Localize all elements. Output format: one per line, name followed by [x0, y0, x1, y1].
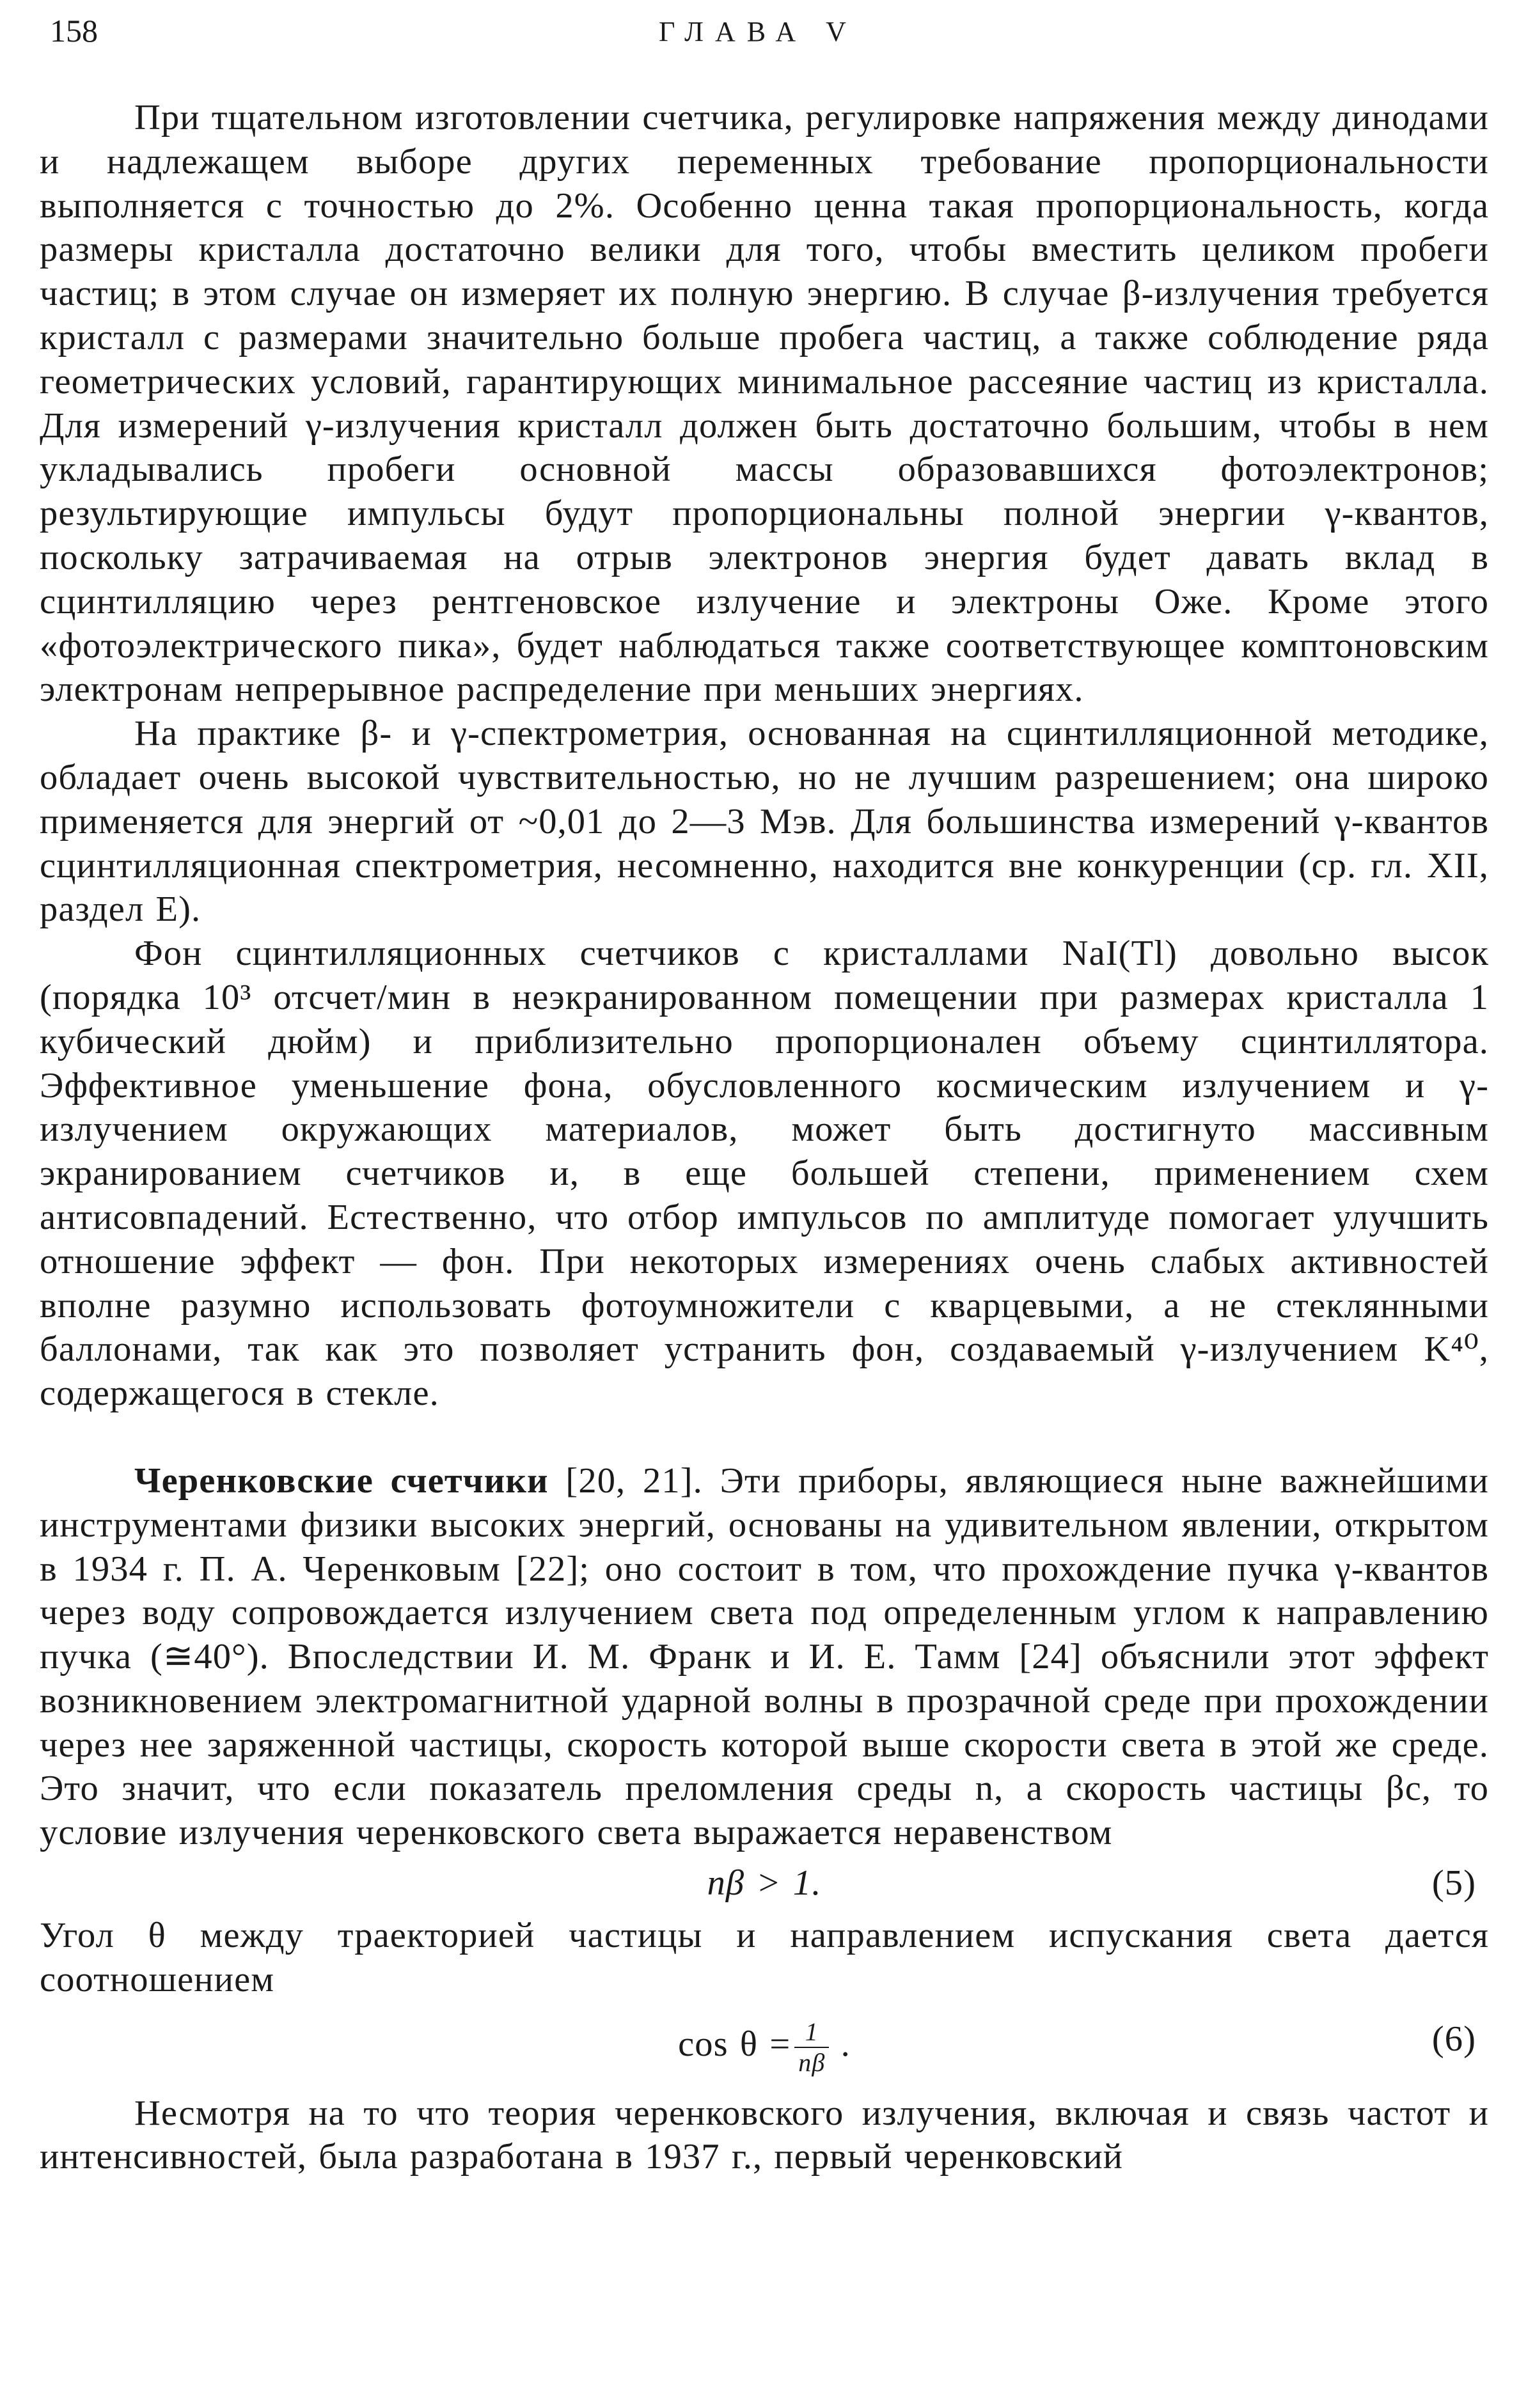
- formula-6-number: (6): [1431, 2019, 1476, 2059]
- paragraph-background: Фон сцинтилляционных счетчиков с кристаллами NaI(Tl) довольно высок (порядка 10³ отсчет/мин в неэкранированном помещении при размерах кристалла 1 кубический дюйм) и приблизительно пропорционален объему сцинтиллятора. Эффективное уменьшение фона, обусловленного космическим излучением и γ-излучением окружающих материалов, может быть достигнуто массивным экранированием счетчиков и, в еще большей степени, применением схем антисовпадений. Естественно, что отбор импульсов по амплитуде помогает улучшить отношение эффект — фон. При некоторых измерениях очень слабых активностей вполне разумно использовать фотоумножители с кварцевыми, а не стеклянными баллонами, так как это позволяет устранить фон, создаваемый γ-излучением K⁴⁰, содержащегося в стекле.: [40, 934, 1489, 1414]
- formula-6-denominator: nβ: [798, 2047, 826, 2077]
- formula-6-fraction: [794, 2017, 829, 2077]
- formula-6-numerator: 1: [794, 2017, 829, 2048]
- formula-6-lhs: cos θ =: [678, 2024, 791, 2064]
- formula-5-number: (5): [1431, 1863, 1476, 1904]
- section-gap: [40, 1416, 1489, 1459]
- paragraph-cherenkov: [40, 1459, 1489, 1855]
- body-text: [40, 96, 1489, 2179]
- paragraph-history: Несмотря на то что теория черенковского излучения, включая и связь частот и интенсивностей, была разработана в 1937 г., первый черенковский: [40, 2093, 1489, 2177]
- section-run-in-heading: Черенковские счетчики: [134, 1460, 549, 1501]
- paragraph-cherenkov-text: [20, 21]. Эти приборы, являющиеся ныне важнейшими инструментами физики высоких энергий, основаны на удивительном явлении, открытом в 1934 г. П. А. Черенковым [22]; оно состоит в том, что прохождение пучка γ-квантов через воду сопровождается излучением света под определенным углом к направлению пучка (≅40°). Впоследствии И. М. Франк и И. Е. Тамм [24] объяснили этот эффект возникновением электромагнитной ударной волны в прозрачной среде при прохождении через нее заряженной частицы, скорость которой выше скорости света в этой же среде. Это значит, что если показатель преломления среды n, а скорость частицы βc, то условие излучения черенковского света выражается неравенством: [40, 1460, 1489, 1853]
- formula-5-expression: nβ > 1.: [707, 1863, 822, 1904]
- formula-6-expression: [40, 2017, 1489, 2077]
- formula-5: [40, 1855, 1489, 1914]
- paragraph-proportionality: При тщательном изготовлении счетчика, регулировке напряжения между динодами и надлежащем выборе других переменных требование пропорциональности выполняется с точностью до 2%. Особенно ценна такая пропорциональность, когда размеры кристалла достаточно велики для того, чтобы вместить целиком пробеги частиц; в этом случае он измеряет их полную энергию. В случае β-излучения требуется кристалл с размерами значительно больше пробега частиц, а также соблюдение ряда геометрических условий, гарантирующих минимальное рассеяние частиц из кристалла. Для измерений γ-излучения кристалл должен быть достаточно большим, чтобы в нем укладывались пробеги основной массы образовавшихся фотоэлектронов; результирующие импульсы будут пропорциональны полной энергии γ-квантов, поскольку затрачиваемая на отрыв электронов энергия будет давать вклад в сцинтилляцию через рентгеновское излучение и электроны Оже. Кроме этого «фотоэлектрического пика», будет наблюдаться также соответствующее комптоновским электронам непрерывное распределение при меньших энергиях.: [40, 98, 1489, 710]
- formula-6: [40, 2002, 1489, 2091]
- chapter-header: ГЛАВА V: [659, 16, 858, 47]
- page-number: 158: [50, 13, 98, 49]
- formula-6-trail: .: [840, 2024, 851, 2064]
- paragraph-spectrometry: На практике β- и γ-спектрометрия, основанная на сцинтилляционной методике, обладает очень высокой чувствительностью, но не лучшим разрешением; она широко применяется для энергий от ~0,01 до 2—3 Мэв. Для большинства измерений γ-квантов сцинтилляционная спектрометрия, несомненно, находится вне конкуренции (ср. гл. XII, раздел Е).: [40, 714, 1489, 930]
- paragraph-angle: Угол θ между траекторией частицы и направлением испускания света дается соотношением: [40, 1916, 1489, 1999]
